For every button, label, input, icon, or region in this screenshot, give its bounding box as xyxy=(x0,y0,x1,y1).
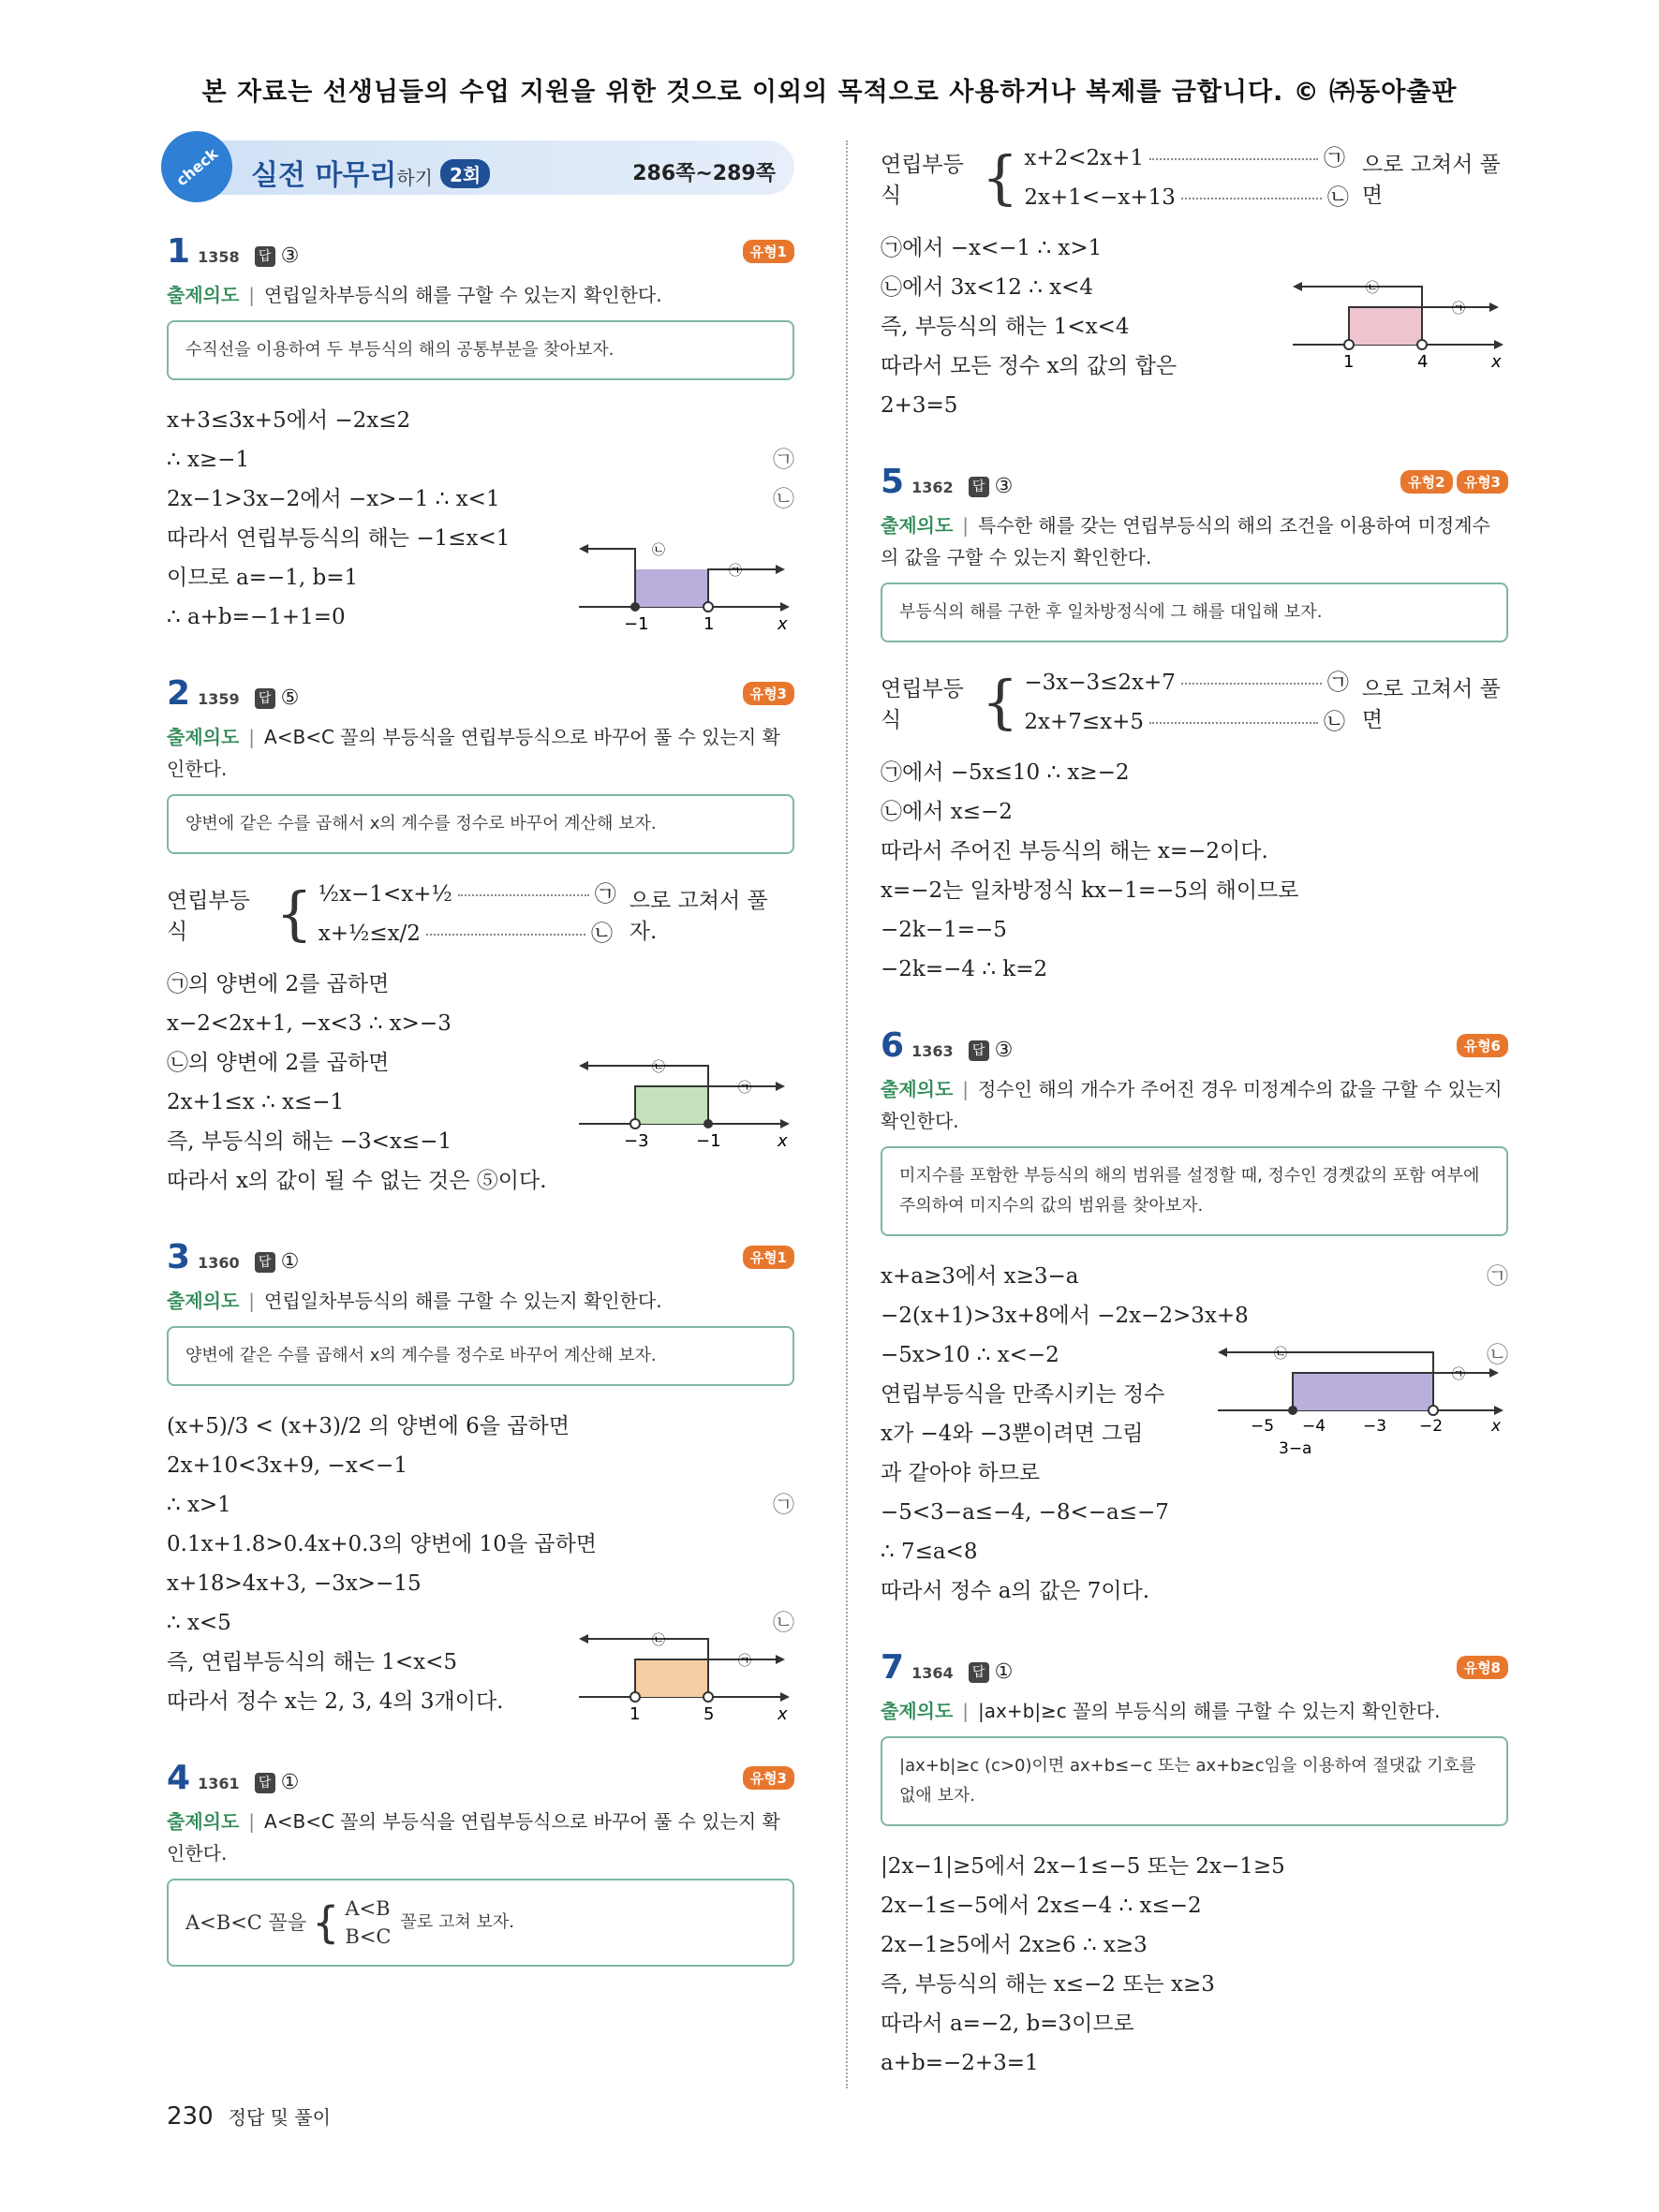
answer-icon: 답 xyxy=(969,1040,989,1061)
solution-line: 2x−1>3x−2에서 −x>−1 ∴ x<1 xyxy=(167,487,500,511)
solution-line: ㉡에서 x≤−2 xyxy=(881,800,1013,824)
page-footer xyxy=(167,2102,331,2131)
tick-label: −3 xyxy=(1363,1417,1387,1436)
axis-label: x xyxy=(778,614,788,634)
number-line xyxy=(1208,1335,1508,1457)
solution-line: −5x>10 ∴ x<−2 xyxy=(881,1343,1059,1367)
axis-label: x xyxy=(1491,1417,1502,1436)
tick-label: −1 xyxy=(624,614,649,634)
svg-text:㉡: ㉡ xyxy=(652,543,665,558)
solution-line: 연립부등식을 만족시키는 정수 xyxy=(881,1382,1165,1407)
problem-number: 7 xyxy=(881,1648,905,1687)
copyright-notice: 본 자료는 선생님들의 수업 지원을 위한 것으로 이외의 목적으로 사용하거나 복제를 금합니다. © ㈜동아출판 xyxy=(201,78,1458,107)
solution-line: 따라서 x의 값이 될 수 없는 것은 ⑤이다. xyxy=(167,1169,547,1193)
solution-line: |2x−1|≥5에서 2x−1≤−5 또는 2x−1≥5 xyxy=(881,1854,1285,1879)
solution-line: 2x+10<3x+9, −x<−1 xyxy=(167,1453,407,1478)
tick-label: −3 xyxy=(624,1131,649,1151)
solution-line: ㉠에서 −5x≤10 ∴ x≥−2 xyxy=(881,760,1130,785)
solution-line: x가 −4와 −3뿐이려면 그림 xyxy=(881,1422,1144,1446)
problem-code: 1362 xyxy=(911,479,954,496)
tick-label: 1 xyxy=(630,1704,641,1724)
answer: ① xyxy=(280,1771,300,1794)
hint-box: 수직선을 이용하여 두 부등식의 해의 공통부분을 찾아보자. xyxy=(167,320,794,380)
footer-label: 정답 및 풀이 xyxy=(228,2106,331,2129)
solution-line: x+a≥3에서 x≥3−a xyxy=(881,1264,1079,1289)
intent: 출제의도 | A<B<C 꼴의 부등식을 연립부등식으로 바꾸어 풀 수 있는지 확인한다. xyxy=(167,1810,780,1865)
problem-code: 1364 xyxy=(911,1664,954,1682)
problem-1 xyxy=(167,232,794,637)
round-badge: 2회 xyxy=(440,159,490,188)
problem-code: 1361 xyxy=(198,1775,240,1792)
solution-line: ㉠의 양변에 2를 곱하면 xyxy=(167,972,390,996)
problem-number: 6 xyxy=(881,1026,905,1065)
tick-label: 5 xyxy=(704,1704,715,1724)
problem-number: 2 xyxy=(167,674,191,713)
type-tag: 유형1 xyxy=(739,1246,794,1269)
solution-line: 즉, 부등식의 해는 x≤−2 또는 x≥3 xyxy=(881,1972,1215,1997)
solution-line: −2(x+1)>3x+8에서 −2x−2>3x+8 xyxy=(881,1304,1249,1328)
hint-box: |ax+b|≥c (c>0)이면 ax+b≤−c 또는 ax+b≥c임을 이용하여 절댓값 기호를 없애 보자. xyxy=(881,1736,1508,1826)
solution-line: ∴ a+b=−1+1=0 xyxy=(167,605,346,629)
label-marker: ㉠ xyxy=(773,448,794,472)
label-marker: ㉡ xyxy=(773,487,794,511)
solution-line: 2x−1≥5에서 2x≥6 ∴ x≥3 xyxy=(881,1933,1148,1957)
problem-code: 1359 xyxy=(198,690,240,708)
type-tag: 유형1 xyxy=(739,240,794,263)
answer: ① xyxy=(280,1250,300,1274)
answer-icon: 답 xyxy=(969,477,989,497)
solution-line: 따라서 모든 정수 x의 값의 합은 xyxy=(881,354,1178,378)
solution-line: ∴ x<5 xyxy=(167,1611,231,1635)
banner-title: 실전 마무리하기 2회 xyxy=(251,152,490,193)
number-line xyxy=(570,1049,794,1152)
page-number: 230 xyxy=(167,2102,214,2131)
solution-line: 과 같아야 하므로 xyxy=(881,1461,1041,1485)
svg-text:㉡: ㉡ xyxy=(1274,1347,1287,1362)
number-line xyxy=(570,1622,794,1725)
svg-text:㉠: ㉠ xyxy=(1452,302,1465,317)
problem-7 xyxy=(881,1648,1508,2083)
type-tag: 유형3 xyxy=(739,682,794,705)
solution-line: ㉡에서 3x<12 ∴ x<4 xyxy=(881,275,1094,300)
problem-6: 6 1363 답 ③ 유형6 출제의도 | 정수인 해의 개수가 주어진 경우 미정계수의 값을 구할 수 있는지 확인한다. 미지수를 포함한 부등식의 해의 범위를 설정할 때, 정수인 경곗값의 포함 여부에 주의하여 미지수의 값의 범위를 찾아보자. x+a≥3에서 x≥3−a ㉠ −2(x+1)>3x+8에서 −2x−2>3x+8 −5x>10 ∴ x<−2 ㉡ 연립부등식을 만족시키는 정수 x가 −4와 −3뿐이려면 그림 과 같아야 하므로 −5<3−a≤−4, −8<−a≤−7 ∴ 7≤a<8 따라서 정수 a의 값은 7이다. ㉡ ㉠ −5 −4 −3 −2 x 3−a xyxy=(881,1026,1508,1611)
type-tag: 유형8 xyxy=(1453,1656,1508,1679)
intent: 출제의도 | A<B<C 꼴의 부등식을 연립부등식으로 바꾸어 풀 수 있는지 확인한다. xyxy=(167,726,780,780)
system-inequality: 연립부등식 { −3x−3≤2x+7 ㉠ 2x+7≤x+5 ㉡ 으로 고쳐서 풀면 xyxy=(881,668,1501,736)
solution-line: 따라서 연립부등식의 해는 −1≤x<1 xyxy=(167,526,511,551)
banner-pages: 286쪽~289쪽 xyxy=(632,162,776,185)
left-column xyxy=(167,140,794,2004)
solution-line: x=−2는 일차방정식 kx−1=−5의 해이므로 xyxy=(881,878,1299,903)
solution-line: 즉, 연립부등식의 해는 1<x<5 xyxy=(167,1650,457,1674)
hint-box: 양변에 같은 수를 곱해서 x의 계수를 정수로 바꾸어 계산해 보자. xyxy=(167,1326,794,1386)
answer: ⑤ xyxy=(280,686,300,710)
hint-box: 부등식의 해를 구한 후 일차방정식에 그 해를 대입해 보자. xyxy=(881,582,1508,642)
tick-label: −2 xyxy=(1419,1417,1444,1436)
intent: 출제의도 | 연립일차부등식의 해를 구할 수 있는지 확인한다. xyxy=(167,284,662,306)
type-tag: 유형2 유형3 xyxy=(1397,470,1508,494)
tick-label: 4 xyxy=(1417,352,1429,372)
problem-4 xyxy=(167,1759,794,1967)
solution-line: 0.1x+1.8>0.4x+0.3의 양변에 10을 곱하면 xyxy=(167,1532,598,1556)
problem-code: 1363 xyxy=(911,1042,954,1060)
intent: 출제의도 | 연립일차부등식의 해를 구할 수 있는지 확인한다. xyxy=(167,1290,662,1312)
solution-line: ㉠에서 −x<−1 ∴ x>1 xyxy=(881,236,1103,260)
solution-line: 즉, 부등식의 해는 −3<x≤−1 xyxy=(167,1129,452,1154)
solution-line: ∴ x≥−1 xyxy=(167,448,250,472)
problem-code: 1360 xyxy=(198,1254,240,1272)
answer-icon: 답 xyxy=(969,1662,989,1683)
svg-text:㉠: ㉠ xyxy=(1452,1367,1465,1382)
svg-text:㉠: ㉠ xyxy=(729,564,742,579)
solution-line: −2k=−4 ∴ k=2 xyxy=(881,957,1048,981)
solution-line: x−2<2x+1, −x<3 ∴ x>−3 xyxy=(167,1011,452,1036)
solution-line: 2x+1≤x ∴ x≤−1 xyxy=(167,1090,345,1114)
problem-code: 1358 xyxy=(198,248,240,266)
number-line xyxy=(570,532,794,635)
svg-text:㉡: ㉡ xyxy=(652,1060,665,1075)
svg-text:㉡: ㉡ xyxy=(1366,281,1379,296)
tick-label: 1 xyxy=(1343,352,1355,372)
axis-label: x xyxy=(1491,352,1502,372)
answer-icon: 답 xyxy=(255,1252,275,1273)
problem-number: 4 xyxy=(167,1759,191,1797)
solution-line: 이므로 a=−1, b=1 xyxy=(167,566,359,590)
intent: 출제의도 | |ax+b|≥c 꼴의 부등식의 해를 구할 수 있는지 확인한다. xyxy=(881,1700,1441,1722)
answer-icon: 답 xyxy=(255,246,275,267)
section-banner xyxy=(167,140,794,195)
solution-line: ∴ x>1 xyxy=(167,1493,231,1517)
tick-label: −4 xyxy=(1302,1417,1326,1436)
intent: 출제의도 | 정수인 해의 개수가 주어진 경우 미정계수의 값을 구할 수 있는지 확인한다. xyxy=(881,1078,1503,1132)
tick-label: −1 xyxy=(696,1131,721,1151)
problem-number: 5 xyxy=(881,463,905,501)
problem-5 xyxy=(881,463,1508,989)
hint-box: 양변에 같은 수를 곱해서 x의 계수를 정수로 바꾸어 계산해 보자. xyxy=(167,794,794,854)
tick-label: 3−a xyxy=(1279,1439,1312,1457)
hint-box: 미지수를 포함한 부등식의 해의 범위를 설정할 때, 정수인 경곗값의 포함 여부에 주의하여 미지수의 값의 범위를 찾아보자. xyxy=(881,1146,1508,1236)
axis-label: x xyxy=(778,1704,788,1724)
solution-line: x+3≤3x+5에서 −2x≤2 xyxy=(167,408,411,433)
solution-line: ∴ 7≤a<8 xyxy=(881,1540,978,1564)
problem-number: 1 xyxy=(167,232,191,271)
answer-icon: 답 xyxy=(255,688,275,709)
solution-line: −5<3−a≤−4, −8<−a≤−7 xyxy=(881,1500,1169,1525)
type-tag: 유형3 xyxy=(739,1766,794,1790)
solution-line: 따라서 정수 a의 값은 7이다. xyxy=(881,1579,1150,1603)
system-inequality: 연립부등식 { x+2<2x+1 ㉠ 2x+1<−x+13 ㉡ 으로 고쳐서 풀면 xyxy=(881,143,1501,212)
hint-box: A<B<C 꼴을 { A<B B<C 꼴로 고쳐 보자. xyxy=(167,1879,794,1967)
solution-line: 즉, 부등식의 해는 1<x<4 xyxy=(881,315,1130,339)
solution-line: 따라서 정수 x는 2, 3, 4의 3개이다. xyxy=(167,1689,504,1714)
problem-3: 3 1360 답 ① 유형1 출제의도 | 연립일차부등식의 해를 구할 수 있는지 확인한다. 양변에 같은 수를 곱해서 x의 계수를 정수로 바꾸어 계산해 보자. (x+5)/3 < (x+3)/2 의 양변에 6을 곱하면 2x+10<3x+9, −x<−1 ∴ x>1 ㉠ 0.1x+1.8>0.4x+0.3의 양변에 10을 곱하면 x+18>4x+3, −3x>−15 ∴ x<5 ㉡ 즉, 연립부등식의 해는 1<x<5 따라서 정수 x는 2, 3, 4의 3개이다. ㉡ ㉠ 1 5 x xyxy=(167,1238,794,1724)
solution-line: 2x−1≤−5에서 2x≤−4 ∴ x≤−2 xyxy=(881,1894,1202,1918)
system-inequality: 연립부등식 { ½x−1<x+½ ㉠ x+½≤x/2 ㉡ 으로 고쳐서 풀자. xyxy=(167,879,768,948)
type-tag: 유형6 xyxy=(1453,1034,1508,1057)
problem-4-continued xyxy=(881,139,1508,425)
solution-line: 2+3=5 xyxy=(881,393,958,418)
tick-label: 1 xyxy=(704,614,715,634)
solution-line: ㉡의 양변에 2를 곱하면 xyxy=(167,1051,390,1075)
problem-2 xyxy=(167,674,794,1201)
solution-line: x+18>4x+3, −3x>−15 xyxy=(167,1571,422,1596)
column-divider xyxy=(846,140,848,2088)
check-badge: check xyxy=(146,116,246,216)
answer: ③ xyxy=(994,1039,1014,1062)
answer-icon: 답 xyxy=(255,1773,275,1793)
svg-text:㉠: ㉠ xyxy=(738,1081,751,1096)
solution-line: 따라서 주어진 부등식의 해는 x=−2이다. xyxy=(881,839,1268,863)
answer: ③ xyxy=(280,244,300,268)
solution-line: (x+5)/3 < (x+3)/2 의 양변에 6을 곱하면 xyxy=(167,1414,570,1438)
answer: ① xyxy=(994,1660,1014,1684)
problem-number: 3 xyxy=(167,1238,191,1276)
solution-line: −2k−1=−5 xyxy=(881,918,1007,942)
intent: 출제의도 | 특수한 해를 갖는 연립부등식의 해의 조건을 이용하여 미정계수의 값을 구할 수 있는지 확인한다. xyxy=(881,514,1490,568)
right-column xyxy=(881,140,1508,2120)
solution-line: 따라서 a=−2, b=3이므로 xyxy=(881,2012,1134,2036)
svg-text:㉡: ㉡ xyxy=(652,1633,665,1648)
solution-line: a+b=−2+3=1 xyxy=(881,2051,1039,2075)
number-line xyxy=(1283,270,1508,373)
svg-text:㉠: ㉠ xyxy=(738,1654,751,1669)
tick-label: −5 xyxy=(1251,1417,1275,1436)
answer: ③ xyxy=(994,475,1014,498)
axis-label: x xyxy=(778,1131,788,1151)
